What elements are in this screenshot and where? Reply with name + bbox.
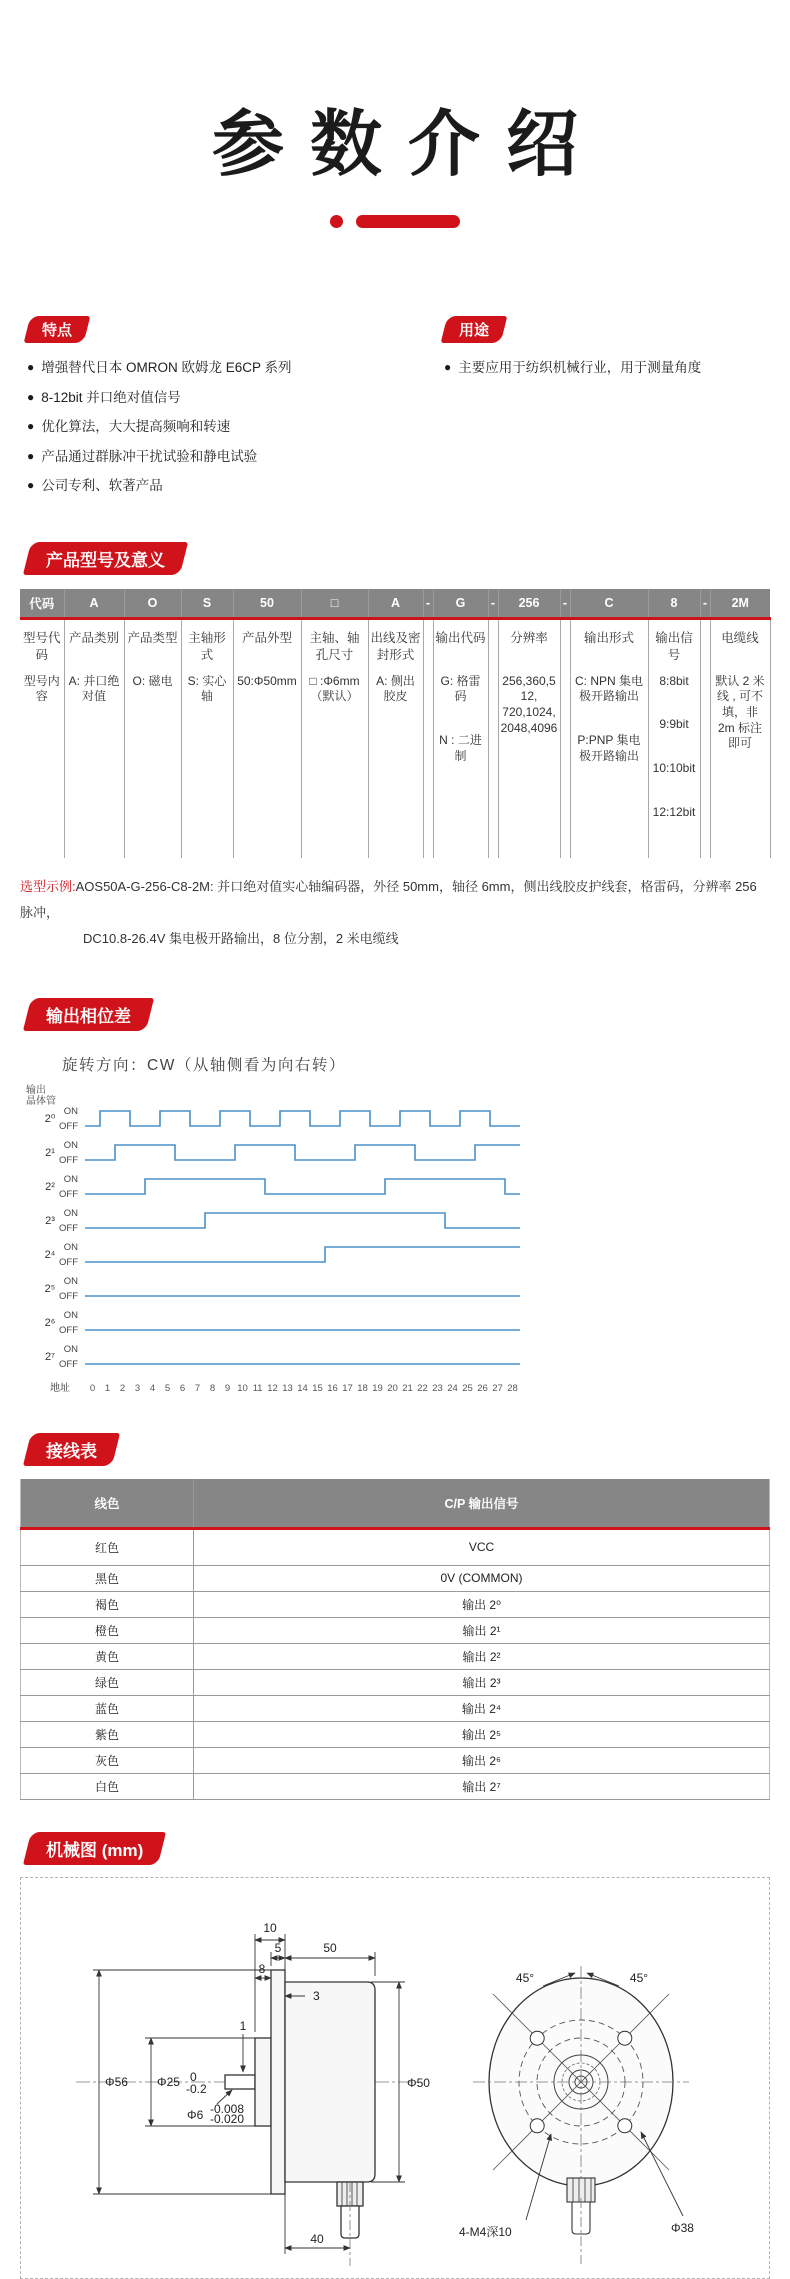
model-body-cell xyxy=(368,618,423,858)
wave-label: 11 xyxy=(252,1382,263,1394)
column-label: 主轴、轴孔尺寸 xyxy=(309,630,360,662)
wave-label: OFF xyxy=(59,1256,78,1268)
wave-label: 18 xyxy=(357,1382,368,1394)
dim-3: 3 xyxy=(313,1988,320,2003)
wire-color: 白色 xyxy=(21,1773,194,1799)
column-item: □ :Φ6mm（默认） xyxy=(309,673,360,704)
model-body-cell xyxy=(301,618,368,858)
wave-label: 输出 xyxy=(26,1084,46,1096)
wiring-header-signal: C/P 输出信号 xyxy=(194,1479,770,1529)
wave-label: 17 xyxy=(342,1382,353,1394)
wave-label: 24 xyxy=(447,1382,458,1394)
feature-text: 增强替代日本 OMRON 欧姆龙 E6CP 系列 xyxy=(41,360,292,375)
model-head-cell: S xyxy=(181,589,233,619)
column-label: 出线及密封形式 xyxy=(370,630,421,662)
feature-text: 优化算法，大大提高频响和转速 xyxy=(41,419,231,435)
wave-label: 7 xyxy=(194,1382,201,1394)
dim-25: Φ25 xyxy=(157,2074,180,2089)
table-row xyxy=(21,1669,770,1695)
wire-signal: 输出 2⁰ xyxy=(194,1591,770,1617)
feature-item xyxy=(27,358,417,378)
wave-label: ON xyxy=(63,1207,78,1219)
screw-hole xyxy=(530,2119,544,2133)
wave-label: 2⁵ xyxy=(44,1282,56,1295)
model-body-cell xyxy=(710,618,770,858)
model-head-cell: A xyxy=(64,589,124,619)
wave-bit-2⁴ xyxy=(85,1247,520,1262)
column-item: C: NPN 集电极开路输出 xyxy=(574,673,643,704)
table-row xyxy=(21,1747,770,1773)
phase-badge xyxy=(23,998,154,1031)
model-head-cell: - xyxy=(488,589,498,619)
wave-bit-2⁰ xyxy=(85,1111,520,1126)
wave-bit-2³ xyxy=(85,1213,520,1228)
wave-label: OFF xyxy=(59,1188,78,1200)
phase-waveform-chart xyxy=(20,1081,540,1405)
bullet-icon: ● xyxy=(27,389,35,404)
dim-25-tol-top: 0 xyxy=(190,2069,197,2084)
wire-color: 橙色 xyxy=(21,1617,194,1643)
column-item: 50:Φ50mm xyxy=(237,673,297,688)
column-label: 输出信号 xyxy=(655,630,693,662)
column-item: P:PNP 集电极开路输出 xyxy=(577,733,641,763)
table-row xyxy=(21,1617,770,1643)
model-head-cell: C xyxy=(570,589,648,619)
wave-label: 27 xyxy=(492,1382,503,1394)
column-item: A: 并口绝对值 xyxy=(68,673,120,704)
model-section xyxy=(0,542,790,952)
wire-signal: 输出 2¹ xyxy=(194,1617,770,1643)
wave-label: 2⁷ xyxy=(44,1350,56,1363)
model-head-cell: O xyxy=(124,589,181,619)
model-table xyxy=(20,589,771,858)
feature-text: 产品通过群脉冲干扰试验和静电试验 xyxy=(41,448,258,464)
column-item: 默认 2 米线 , 可不填，非 2m 标注即可 xyxy=(715,673,765,751)
model-body-cell xyxy=(20,618,64,858)
wave-label: 9 xyxy=(224,1382,231,1394)
boss xyxy=(255,2038,271,2126)
column-label: 电缆线 xyxy=(721,630,759,645)
column-item: 256,360,512, 720,1024, 2048,4096 xyxy=(500,673,558,735)
wave-label: 20 xyxy=(387,1382,398,1394)
table-row xyxy=(21,1565,770,1591)
wave-bit-2² xyxy=(85,1179,520,1194)
screw-hole xyxy=(618,2119,632,2133)
wave-label: 2² xyxy=(45,1180,55,1193)
model-body-cell xyxy=(648,618,700,858)
dim-6-tol-top: -0.008 xyxy=(210,2101,245,2116)
wave-label: 0 xyxy=(89,1382,96,1394)
feature-item xyxy=(27,447,417,467)
feature-item xyxy=(27,388,417,408)
deco-dot-icon xyxy=(330,215,343,228)
wiring-badge-label: 接线表 xyxy=(46,1441,97,1461)
feature-text: 公司专利、软著产品 xyxy=(41,478,163,494)
bullet-icon: ● xyxy=(27,419,35,434)
flange xyxy=(271,1970,285,2194)
wire-color: 灰色 xyxy=(21,1747,194,1773)
mech-badge-label: 机械图 (mm) xyxy=(46,1840,144,1860)
rotation-direction: 旋转方向：CW（从轴侧看为向右转） xyxy=(62,1056,346,1074)
model-body-cell-spacer xyxy=(423,618,433,858)
title-decoration xyxy=(0,214,790,228)
wiring-badge xyxy=(23,1433,120,1466)
wave-label: OFF xyxy=(59,1154,78,1166)
model-body-cell xyxy=(570,618,648,858)
dim-40: 40 xyxy=(310,2231,324,2246)
column-item: A: 侧出胶皮 xyxy=(376,673,415,704)
wire-signal: 输出 2² xyxy=(194,1643,770,1669)
dim-56: Φ56 xyxy=(105,2074,128,2089)
column-item: G: 格雷码 xyxy=(440,673,481,704)
column-item: 8:8bit xyxy=(659,673,689,688)
usage-column xyxy=(417,316,790,506)
front-view xyxy=(459,1966,694,2264)
model-head-cell: - xyxy=(700,589,710,619)
table-row xyxy=(21,1695,770,1721)
example-line2: DC10.8-26.4V 集电极开路输出，8 位分割，2 米电缆线 xyxy=(83,930,399,946)
wire-color: 褐色 xyxy=(21,1591,194,1617)
model-body-cell xyxy=(433,618,488,858)
wave-label: 2⁴ xyxy=(44,1248,56,1261)
wave-label: 6 xyxy=(179,1382,186,1394)
example-label: 选型示例: xyxy=(20,878,76,894)
wave-label: 晶体管 xyxy=(26,1095,56,1107)
column-item: 10:10bit xyxy=(652,761,696,775)
column-item: N : 二进制 xyxy=(439,733,482,763)
dim-25-tol-bot: -0.2 xyxy=(186,2081,207,2096)
model-head-cell: 8 xyxy=(648,589,700,619)
features-usage-section xyxy=(0,316,790,506)
model-head-cell: G xyxy=(433,589,488,619)
wire-signal: 输出 2⁵ xyxy=(194,1721,770,1747)
phase-badge-label: 输出相位差 xyxy=(46,1006,131,1026)
model-head-cell: - xyxy=(423,589,433,619)
wave-label: 2⁶ xyxy=(44,1316,56,1329)
model-head-cell: □ xyxy=(301,589,368,619)
dim-50: 50 xyxy=(323,1940,337,1955)
usage-item xyxy=(444,358,790,378)
model-head-cell: 2M xyxy=(710,589,770,619)
wave-label: OFF xyxy=(59,1324,78,1336)
screw-hole xyxy=(530,2031,544,2045)
wire-signal: 输出 2⁶ xyxy=(194,1747,770,1773)
features-list xyxy=(0,358,417,496)
dim-50-right: Φ50 xyxy=(407,2075,430,2090)
wire-color: 黑色 xyxy=(21,1565,194,1591)
column-label: 分辨率 xyxy=(510,630,548,645)
model-badge xyxy=(23,542,188,575)
wave-label: OFF xyxy=(59,1290,78,1302)
dim-6-tol-bot: -0.020 xyxy=(210,2111,245,2126)
column-item: 型号内容 xyxy=(23,673,60,704)
dim-10: 10 xyxy=(263,1920,277,1935)
model-body-cell-spacer xyxy=(700,618,710,858)
wave-label: 12 xyxy=(267,1382,278,1394)
model-body-cell-spacer xyxy=(560,618,570,858)
wave-label: 地址 xyxy=(50,1382,70,1394)
bullet-icon: ● xyxy=(27,360,35,374)
wave-label: 2⁰ xyxy=(44,1112,56,1125)
angle-left-label: 45° xyxy=(515,1970,535,1985)
column-item: 12:12bit xyxy=(652,804,696,819)
wave-label: 19 xyxy=(372,1382,383,1394)
wire-signal: VCC xyxy=(194,1528,770,1565)
wave-label: 2 xyxy=(119,1382,126,1394)
column-item: 9:9bit xyxy=(659,717,689,732)
wave-bit-2¹ xyxy=(85,1145,520,1160)
column-label: 输出代码 xyxy=(435,630,486,645)
model-body-cell xyxy=(498,618,560,858)
wire-color: 绿色 xyxy=(21,1669,194,1695)
wiring-table xyxy=(20,1479,770,1800)
wave-label: 28 xyxy=(507,1382,518,1394)
bullet-icon: ● xyxy=(27,478,35,493)
model-body-cell xyxy=(124,618,181,858)
encoder-body xyxy=(285,1982,375,2182)
model-head-cell: 代码 xyxy=(20,589,64,619)
wiring-section xyxy=(0,1433,790,1800)
wave-label: 5 xyxy=(164,1382,171,1394)
wire-color: 红色 xyxy=(21,1528,194,1565)
wave-label: 4 xyxy=(149,1382,156,1394)
column-label: 产品类别 xyxy=(68,630,119,645)
selection-example xyxy=(20,874,770,952)
wire-signal: 输出 2⁷ xyxy=(194,1773,770,1799)
column-item: S: 实心轴 xyxy=(187,673,227,704)
wave-label: OFF xyxy=(59,1222,78,1234)
side-view xyxy=(76,1970,419,2266)
model-body-cell xyxy=(64,618,124,858)
model-head-cell: - xyxy=(560,589,570,619)
wire-color: 紫色 xyxy=(21,1721,194,1747)
model-body-cell xyxy=(233,618,301,858)
deco-bar-icon xyxy=(356,215,460,228)
wire-signal: 0V (COMMON) xyxy=(194,1565,770,1591)
feature-text: 8-12bit 并口绝对值信号 xyxy=(41,389,181,405)
column-item: O: 磁电 xyxy=(132,673,173,688)
wiring-header-row xyxy=(21,1479,770,1529)
wave-label: 1 xyxy=(104,1382,111,1394)
page-title: 参数介绍 xyxy=(211,105,604,185)
features-badge-label: 特点 xyxy=(42,322,73,339)
model-body-cell-spacer xyxy=(488,618,498,858)
wave-label: 13 xyxy=(282,1382,293,1394)
wire-signal: 输出 2³ xyxy=(194,1669,770,1695)
screws-label: 4-M4深10 xyxy=(459,2224,512,2239)
mechanical-drawing xyxy=(20,1877,770,2279)
model-table-body-row xyxy=(20,618,770,858)
usage-badge-label: 用途 xyxy=(459,322,490,339)
feature-item xyxy=(27,417,417,437)
wave-label: 14 xyxy=(297,1382,308,1394)
feature-item xyxy=(27,476,417,496)
wave-label: ON xyxy=(63,1173,78,1185)
wire-color: 蓝色 xyxy=(21,1695,194,1721)
shaft xyxy=(225,2075,255,2089)
usage-badge xyxy=(441,316,508,343)
dim-8: 8 xyxy=(258,1961,266,1976)
table-row xyxy=(21,1773,770,1799)
table-row xyxy=(21,1643,770,1669)
wave-label: 15 xyxy=(312,1382,323,1394)
wave-label: 2¹ xyxy=(45,1146,55,1159)
phase-section xyxy=(0,998,790,1405)
bullet-icon: ● xyxy=(27,448,35,463)
table-row xyxy=(21,1721,770,1747)
wire-color: 黄色 xyxy=(21,1643,194,1669)
bullet-icon: ● xyxy=(444,360,452,374)
example-text: AOS50A-G-256-C8-2M: 并口绝对值实心轴编码器，外径 50mm，轴径 6mm，侧出线胶皮护线套，格雷码，分辨率 256 脉冲， xyxy=(20,878,757,920)
wave-label: ON xyxy=(63,1309,78,1321)
usage-list xyxy=(417,358,790,378)
wave-label: ON xyxy=(63,1275,78,1287)
phi38-label: Φ38 xyxy=(671,2220,694,2235)
wave-label: 22 xyxy=(417,1382,428,1394)
table-row xyxy=(21,1528,770,1565)
column-label: 主轴形式 xyxy=(188,630,226,662)
wave-label: 10 xyxy=(237,1382,248,1394)
wave-label: 8 xyxy=(209,1382,216,1394)
wave-label: 2³ xyxy=(45,1214,55,1227)
wave-label: 25 xyxy=(462,1382,473,1394)
screw-hole xyxy=(618,2031,632,2045)
wiring-header-color: 线色 xyxy=(21,1479,194,1529)
wave-label: OFF xyxy=(59,1358,78,1370)
wave-label: 26 xyxy=(477,1382,488,1394)
wave-label: ON xyxy=(63,1105,78,1117)
wave-label: 21 xyxy=(402,1382,413,1394)
column-label: 产品外型 xyxy=(241,630,292,645)
wave-label: OFF xyxy=(59,1120,78,1132)
model-badge-label: 产品型号及意义 xyxy=(46,550,165,570)
dim-6: Φ6 xyxy=(187,2107,204,2122)
model-head-cell: 50 xyxy=(233,589,301,619)
wave-label: ON xyxy=(63,1241,78,1253)
wave-label: 3 xyxy=(134,1382,141,1394)
mech-badge xyxy=(23,1832,167,1865)
features-badge xyxy=(24,316,91,343)
example-line1 xyxy=(20,874,770,926)
column-label: 产品类型 xyxy=(127,630,178,645)
wave-label: ON xyxy=(63,1139,78,1151)
model-head-cell: A xyxy=(368,589,423,619)
usage-text: 主要应用于纺织机械行业，用于测量角度 xyxy=(458,360,702,375)
wave-label: 16 xyxy=(327,1382,338,1394)
wave-label: ON xyxy=(63,1343,78,1355)
model-table-header-row xyxy=(20,589,770,619)
model-head-cell: 256 xyxy=(498,589,560,619)
dim-1: 1 xyxy=(239,2018,247,2033)
column-label: 型号代码 xyxy=(22,630,61,662)
wire-signal: 输出 2⁴ xyxy=(194,1695,770,1721)
mech-section xyxy=(0,1832,790,2279)
table-row xyxy=(21,1591,770,1617)
angle-right-label: 45° xyxy=(629,1970,649,1985)
wave-label: 23 xyxy=(432,1382,443,1394)
mechanical-drawing-svg xyxy=(21,1882,758,2274)
dim-5: 5 xyxy=(274,1940,282,1955)
features-column xyxy=(0,316,417,506)
column-label: 输出形式 xyxy=(583,630,634,645)
model-body-cell xyxy=(181,618,233,858)
